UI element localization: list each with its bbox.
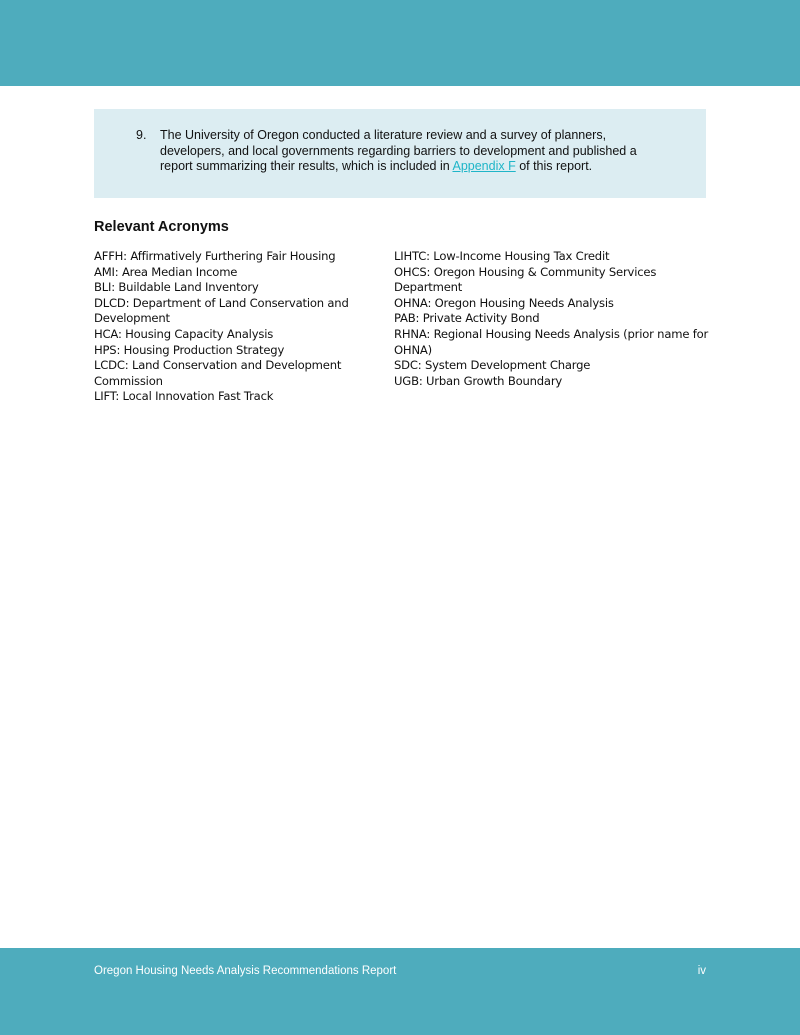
acronym-item: LIHTC: Low-Income Housing Tax Credit: [394, 249, 610, 263]
acronym-item: RHNA: Regional Housing Needs Analysis (prior name for OHNA): [394, 326, 709, 357]
acronym-item: OHCS: Oregon Housing & Community Services Department: [394, 264, 657, 295]
acronym-item: AFFH: Affirmatively Furthering Fair Housing: [94, 249, 336, 263]
acronym-item: BLI: Buildable Land Inventory: [94, 280, 259, 295]
acronym-item: OHNA: Oregon Housing Needs Analysis: [394, 295, 614, 310]
list-number: 9.: [136, 128, 147, 142]
footer-report-title: Oregon Housing Needs Analysis Recommendations Report: [94, 965, 397, 977]
page-number: iv: [697, 965, 706, 977]
acronym-item: UGB: Urban Growth Boundary: [394, 373, 563, 388]
acronyms-left-column: [94, 249, 386, 405]
header-band: [0, 0, 800, 86]
acronyms-right-column: [394, 249, 709, 389]
numbered-list-item: [136, 128, 666, 175]
callout-box: [94, 109, 706, 198]
acronyms-heading: Relevant Acronyms: [94, 219, 229, 235]
appendix-f-link[interactable]: Appendix F: [452, 159, 516, 173]
acronym-item: HPS: Housing Production Strategy: [94, 342, 285, 357]
list-item-text-after: of this report.: [515, 159, 593, 173]
footer-band: [0, 948, 800, 1035]
acronym-item: PAB: Private Activity Bond: [394, 311, 540, 326]
acronym-item: LCDC: Land Conservation and Development Commission: [94, 358, 342, 388]
acronym-item: SDC: System Development Charge: [394, 358, 591, 373]
list-item-text-before: The University of Oregon conducted a literature review and a survey of planners, developers, and local governments regarding barriers to development and published a report summarizing their results, which is included in: [160, 128, 637, 173]
list-item-text: [160, 128, 666, 175]
acronym-item: AMI: Area Median Income: [94, 264, 238, 279]
acronym-item: HCA: Housing Capacity Analysis: [94, 326, 274, 341]
acronym-item: LIFT: Local Innovation Fast Track: [94, 389, 274, 404]
acronym-item: DLCD: Department of Land Conservation and Development: [94, 295, 349, 326]
